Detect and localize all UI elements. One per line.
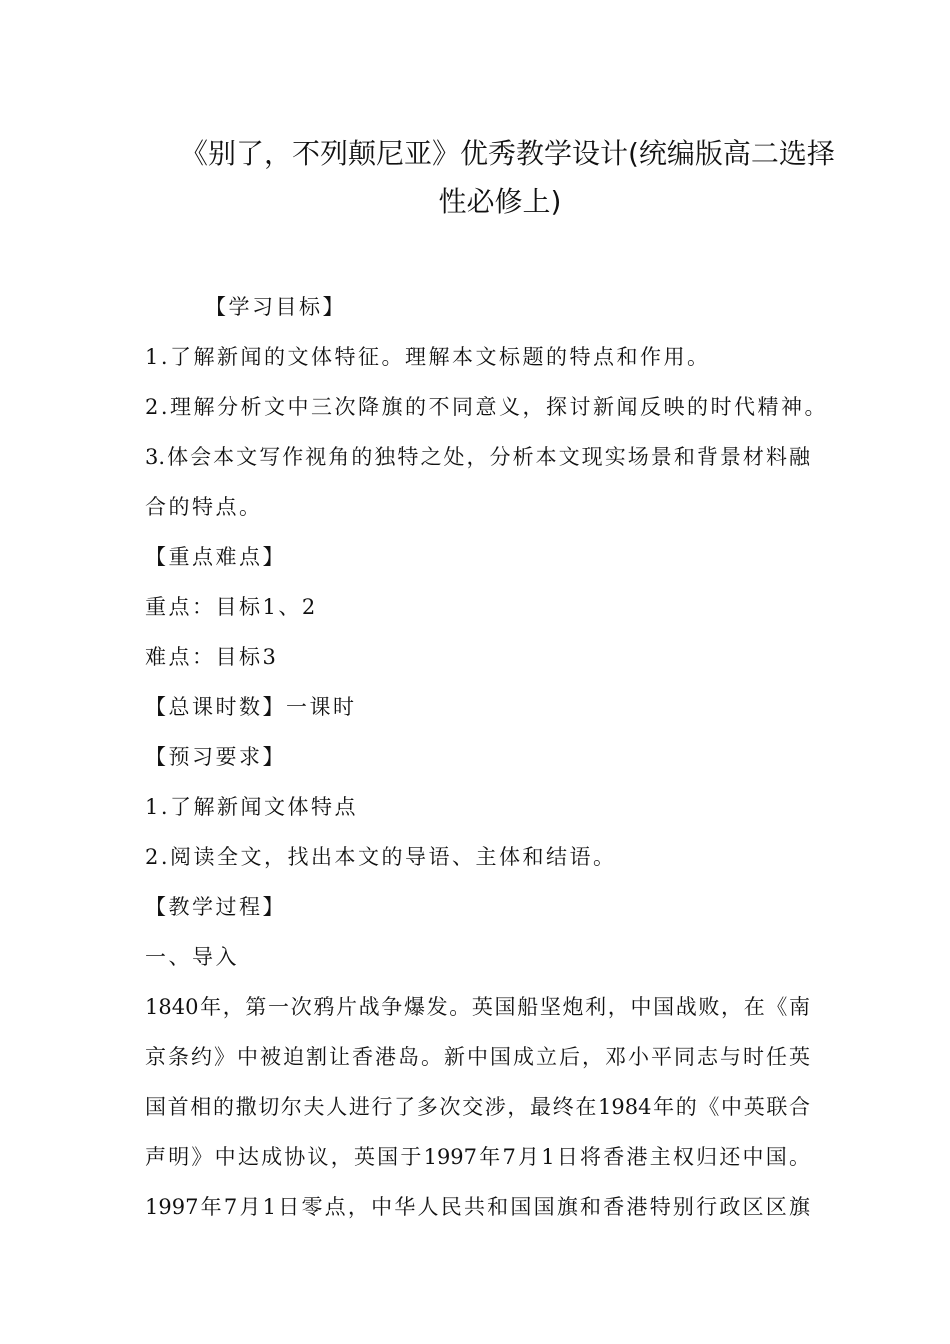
paragraph-line: 【教学过程】 xyxy=(145,895,286,919)
paragraph-line: 一、导入 xyxy=(145,945,239,969)
paragraph-line: 3.体会本文写作视角的独特之处，分析本文现实场景和背景材料融 xyxy=(145,445,810,469)
paragraph-line: 声明》中达成协议，英国于1997年7月1日将香港主权归还中国。 xyxy=(145,1145,810,1169)
document-body xyxy=(145,282,829,1232)
paragraph-line: 难点：目标3 xyxy=(145,645,279,669)
paragraph-line: 重点：目标1、2 xyxy=(145,595,318,619)
paragraph-line: 1997年7月1日零点，中华人民共和国国旗和香港特别行政区区旗 xyxy=(145,1195,810,1219)
paragraph-line: 2.理解分析文中三次降旗的不同意义，探讨新闻反映的时代精神。 xyxy=(145,395,829,419)
document-title xyxy=(180,130,835,226)
paragraph-line: 【学习目标】 xyxy=(205,295,346,319)
paragraph-line: 国首相的撒切尔夫人进行了多次交涉，最终在1984年的《中英联合 xyxy=(145,1095,810,1119)
paragraph-line: 1.了解新闻的文体特征。理解本文标题的特点和作用。 xyxy=(145,345,711,369)
paragraph-line: 【预习要求】 xyxy=(145,745,286,769)
paragraph-line: 2.阅读全文，找出本文的导语、主体和结语。 xyxy=(145,845,617,869)
title-line-2: 性必修上) xyxy=(438,185,562,218)
paragraph-line: 【重点难点】 xyxy=(145,545,286,569)
paragraph-line: 1840年，第一次鸦片战争爆发。英国船坚炮利，中国战败，在《南 xyxy=(145,995,810,1019)
paragraph-line: 1.了解新闻文体特点 xyxy=(145,795,359,819)
paragraph-line: 合的特点。 xyxy=(145,495,263,519)
paragraph-line: 【总课时数】一课时 xyxy=(145,695,357,719)
paragraph-line: 京条约》中被迫割让香港岛。新中国成立后，邓小平同志与时任英 xyxy=(145,1045,810,1069)
title-line-1: 《别了，不列颠尼亚》优秀教学设计(统编版高二选择 xyxy=(180,137,835,170)
